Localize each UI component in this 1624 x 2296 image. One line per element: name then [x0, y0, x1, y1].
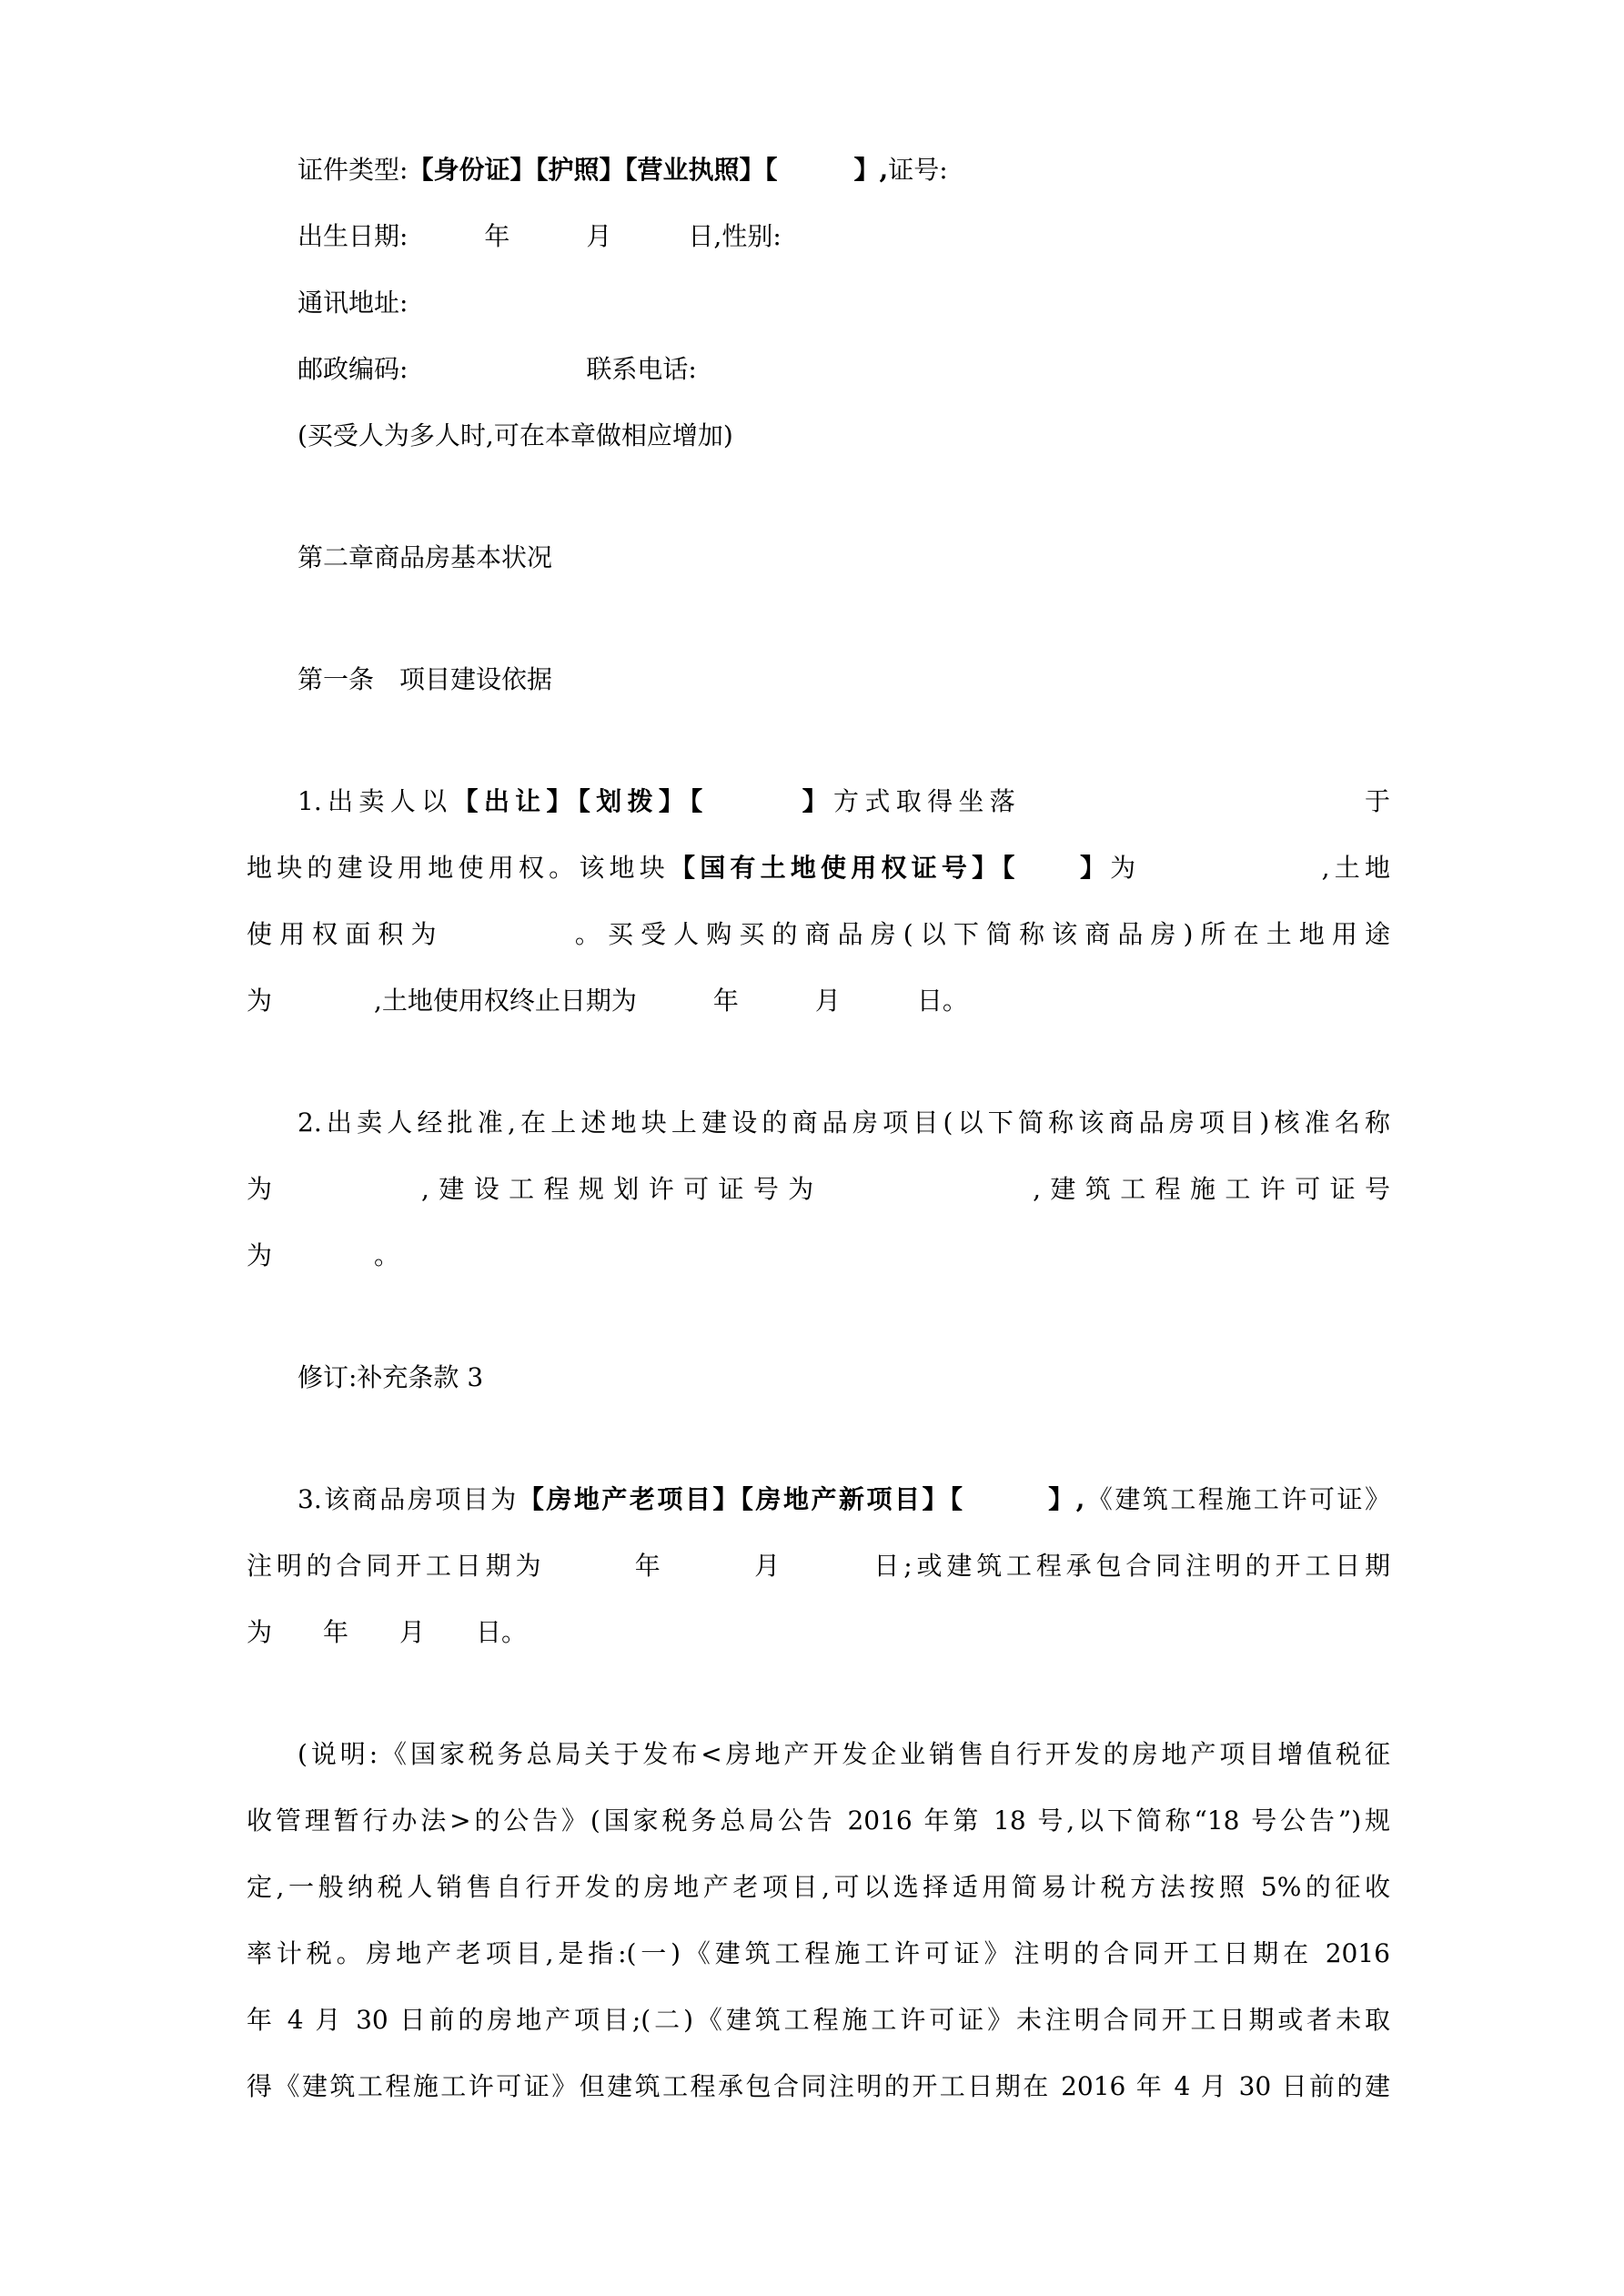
chapter-2-heading — [247, 524, 1390, 591]
text-run: 3.该商品房项目为 — [298, 1484, 519, 1514]
text-line — [247, 203, 1390, 269]
text-line — [247, 1466, 1390, 1532]
text-run: 年 4 月 30 日前的房地产项目;(二)《建筑工程施工许可证》未注明合同开工日期或者未取 — [247, 2005, 1390, 2035]
text-run: 为 ,土地 — [1110, 853, 1390, 883]
text-line — [247, 1344, 1390, 1411]
text-line — [247, 1721, 1390, 1787]
text-run: 证号: — [888, 155, 948, 185]
text-run: 通讯地址: — [298, 288, 409, 318]
text-line — [247, 646, 1390, 713]
text-run: (说明:《国家税务总局关于发布<房地产开发企业销售自行开发的房地产项目增值税征 — [298, 1739, 1390, 1769]
text-run: 邮政编码: 联系电话: — [298, 354, 697, 384]
clause-3 — [247, 1466, 1390, 1665]
text-line — [247, 834, 1390, 901]
text-run: 证件类型: — [298, 155, 409, 185]
clause-2 — [247, 1089, 1390, 1289]
document-body — [247, 137, 1390, 2119]
text-line — [247, 1854, 1390, 1920]
text-line — [247, 2053, 1390, 2119]
text-run: 为 。 — [247, 1240, 400, 1270]
text-run: 注明的合同开工日期为 年 月 日;或建筑工程承包合同注明的开工日期 — [247, 1551, 1390, 1581]
text-run: 方式取得坐落 于 — [833, 786, 1390, 816]
text-run: 第一条 项目建设依据 — [298, 664, 553, 694]
text-run: 得《建筑工程施工许可证》但建筑工程承包合同注明的开工日期在 2016 年 4 月 30 日前的建 — [247, 2071, 1390, 2101]
text-run: 为 ,建设工程规划许可证号为 ,建筑工程施工许可证号 — [247, 1174, 1390, 1204]
text-line — [247, 1156, 1390, 1222]
text-line — [247, 1222, 1390, 1289]
text-run: 为 ,土地使用权终止日期为 年 月 日。 — [247, 986, 968, 1016]
text-line — [247, 336, 1390, 402]
text-line — [247, 402, 1390, 469]
bold-run: 【房地产老项目】【房地产新项目】【 】, — [518, 1484, 1085, 1514]
text-run: 使用权面积为 。买受人购买的商品房(以下简称该商品房)所在土地用途 — [247, 919, 1390, 949]
text-run: 出生日期: 年 月 日,性别: — [298, 221, 782, 251]
text-run: 收管理暂行办法>的公告》(国家税务总局公告 2016 年第 18 号,以下简称“18 号公告”)规 — [247, 1805, 1390, 1836]
text-line — [247, 1920, 1390, 1987]
text-line — [247, 1089, 1390, 1156]
explanation-note — [247, 1721, 1390, 2119]
text-run: 2.出卖人经批准,在上述地块上建设的商品房项目(以下简称该商品房项目)核准名称 — [298, 1108, 1390, 1138]
text-line — [247, 1987, 1390, 2053]
text-line — [247, 901, 1390, 967]
text-line — [247, 967, 1390, 1034]
text-run: 率计税。房地产老项目,是指:(一)《建筑工程施工许可证》注明的合同开工日期在 2016 — [247, 1938, 1390, 1968]
bold-run: 【国有土地使用权证号】【 】 — [669, 853, 1111, 883]
text-run: 为 年 月 日。 — [247, 1617, 528, 1647]
text-line — [247, 1599, 1390, 1665]
text-run: 定,一般纳税人销售自行开发的房地产老项目,可以选择适用简易计税方法按照 5%的征收 — [247, 1872, 1390, 1902]
article-1-heading — [247, 646, 1390, 713]
text-line — [247, 524, 1390, 591]
buyer-certificate-info — [247, 137, 1390, 469]
text-run: 地块的建设用地使用权。该地块 — [247, 853, 670, 883]
text-run: 修订:补充条款 3 — [298, 1362, 484, 1392]
text-run: 第二章商品房基本状况 — [298, 542, 553, 572]
text-run: 1.出卖人以 — [298, 786, 453, 816]
text-line — [247, 1532, 1390, 1599]
text-run: 《建筑工程施工许可证》 — [1084, 1484, 1390, 1514]
text-line — [247, 1787, 1390, 1854]
revision-note — [247, 1344, 1390, 1411]
text-line — [247, 137, 1390, 203]
text-line — [247, 269, 1390, 336]
clause-1 — [247, 768, 1390, 1034]
text-line — [247, 768, 1390, 834]
text-run: (买受人为多人时,可在本章做相应增加) — [298, 420, 733, 450]
bold-run: 【身份证】【护照】【营业执照】【 】, — [408, 155, 889, 185]
bold-run: 【出让】【划拨】【 】 — [452, 786, 834, 816]
